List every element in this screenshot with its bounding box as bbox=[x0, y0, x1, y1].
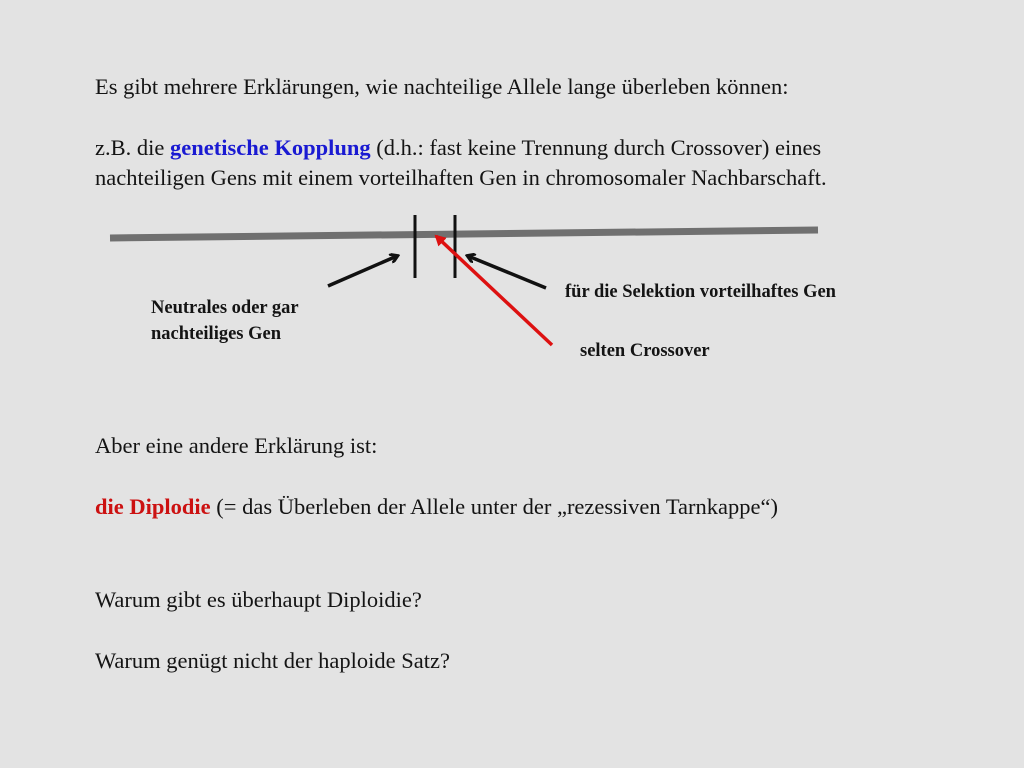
explanation-line-2-suffix: (= das Überleben der Allele unter der „rezessiven Tarnkappe“) bbox=[210, 494, 778, 519]
label-neutral-gene-line-2: nachteiliges Gen bbox=[151, 324, 282, 344]
question-diploidy bbox=[95, 585, 422, 615]
intro-line-2-suffix: (d.h.: fast keine Trennung durch Crossover) eines bbox=[370, 135, 822, 160]
genetic-linkage-term: genetische Kopplung bbox=[169, 135, 371, 160]
arrow-to-advantage-gene bbox=[468, 256, 546, 288]
explanation-line-1 bbox=[95, 431, 377, 461]
arrow-to-neutral-gene bbox=[328, 256, 397, 286]
label-advantage-gene-text: für die Selektion vorteilhaftes Gen bbox=[565, 282, 836, 302]
question-haploid-text: Warum genügt nicht der haploide Satz? bbox=[95, 648, 450, 673]
label-advantage-gene bbox=[565, 279, 836, 305]
question-diploidy-text: Warum gibt es überhaupt Diploidie? bbox=[95, 587, 422, 612]
diplodie-term: die Diplodie bbox=[95, 494, 211, 519]
intro-line-2-prefix: z.B. die bbox=[95, 135, 170, 160]
label-neutral-gene bbox=[151, 295, 299, 347]
label-crossover bbox=[580, 338, 710, 364]
crossover-arrow bbox=[436, 236, 552, 345]
intro-line-3-text: nachteiligen Gens mit einem vorteilhaften Gen in chromosomaler Nachbarschaft. bbox=[95, 165, 827, 190]
label-neutral-gene-line-1: Neutrales oder gar bbox=[151, 298, 299, 318]
explanation-line-1-text: Aber eine andere Erklärung ist: bbox=[95, 433, 378, 458]
intro-line-1-text: Es gibt mehrere Erklärungen, wie nachteilige Allele lange überleben können: bbox=[95, 74, 789, 99]
question-haploid bbox=[95, 646, 450, 676]
explanation-line-2 bbox=[95, 492, 778, 522]
label-crossover-text: selten Crossover bbox=[580, 341, 710, 361]
chromosome-bar bbox=[110, 230, 818, 238]
